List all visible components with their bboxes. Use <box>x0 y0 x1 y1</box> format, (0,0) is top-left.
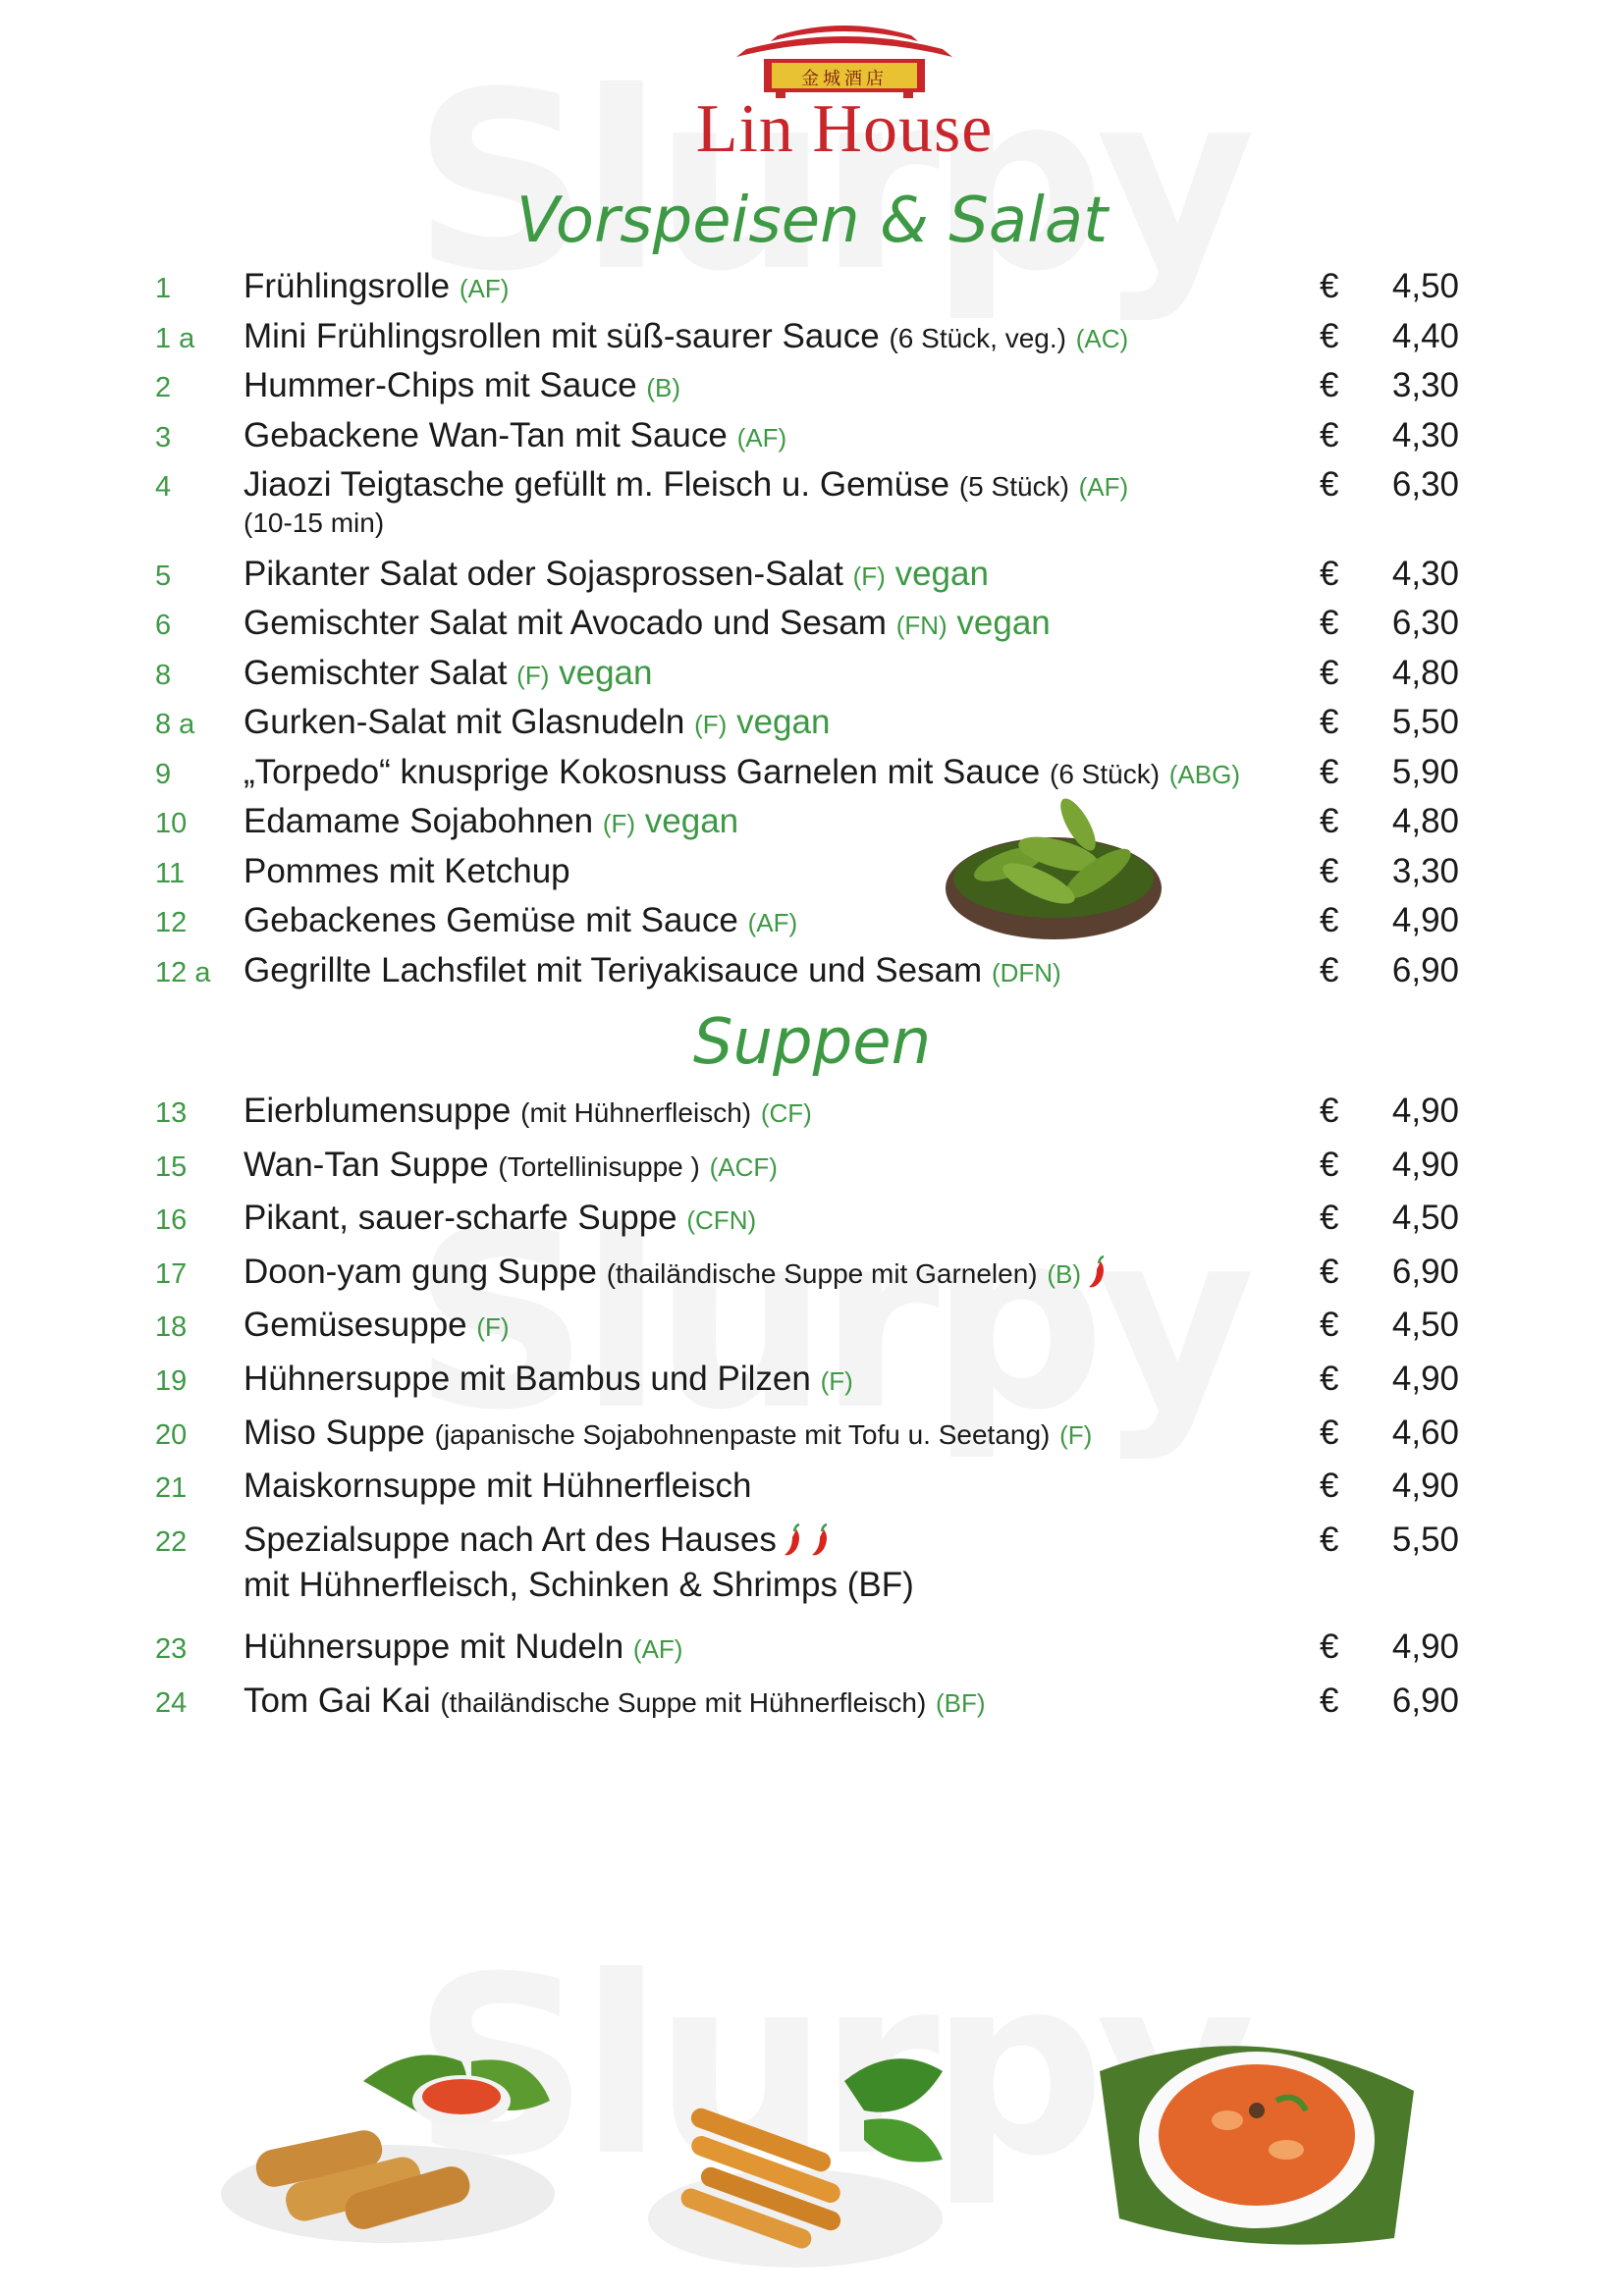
allergen-code: (AF) <box>736 422 787 453</box>
item-name <box>244 802 738 841</box>
item-name <box>244 317 1128 356</box>
vegan-label: vegan <box>956 604 1051 642</box>
item-name <box>244 1199 756 1238</box>
item-note: (mit Hühnerfleisch) <box>520 1097 752 1128</box>
item-title: Gurken-Salat mit Glasnudeln <box>244 703 685 741</box>
allergen-code: (F) <box>852 561 886 591</box>
currency-symbol: € <box>1320 1467 1339 1506</box>
item-number: 8 <box>155 659 172 691</box>
item-price: 3,30 <box>1391 366 1459 404</box>
currency-symbol: € <box>1320 1306 1339 1345</box>
item-title: „Torpedo“ knusprige Kokosnuss Garnelen mit Sauce <box>244 752 1041 791</box>
menu-row <box>0 362 1624 411</box>
menu-row <box>0 1517 1624 1566</box>
item-price: 5,90 <box>1391 752 1459 791</box>
item-number: 20 <box>155 1418 188 1451</box>
item-number: 17 <box>155 1257 188 1290</box>
section-title-soups: Suppen <box>692 1006 932 1079</box>
currency-symbol: € <box>1320 1199 1339 1238</box>
menu-row <box>0 897 1624 946</box>
allergen-code: (CFN) <box>686 1205 757 1236</box>
item-price: 6,90 <box>1391 1681 1459 1720</box>
logo-brand-name: Lin House <box>695 91 994 167</box>
item-title: Wan-Tan Suppe <box>244 1145 489 1184</box>
item-price: 4,40 <box>1391 316 1459 355</box>
item-number: 1 <box>155 273 172 304</box>
item-name <box>244 1414 1092 1453</box>
item-number: 12 a <box>155 956 211 988</box>
menu-row <box>0 650 1624 699</box>
allergen-code: (BF) <box>936 1687 986 1718</box>
item-title: Pommes mit Ketchup <box>244 851 570 890</box>
item-subline <box>244 1566 914 1605</box>
menu-row <box>0 1410 1624 1459</box>
currency-symbol: € <box>1320 604 1339 642</box>
item-number: 13 <box>155 1097 188 1129</box>
item-note: (Tortellinisuppe ) <box>498 1150 700 1182</box>
menu-row <box>0 551 1624 600</box>
item-note: (5 Stück) <box>958 471 1069 502</box>
item-title: Hühnersuppe mit Bambus und Pilzen <box>244 1360 811 1398</box>
tom-yam-soup-photo <box>1100 2012 1414 2258</box>
menu-row <box>0 1088 1624 1137</box>
item-title: Miso Suppe <box>244 1413 425 1452</box>
item-title: Gemischter Salat mit Avocado und Sesam <box>244 604 887 642</box>
currency-symbol: € <box>1320 851 1339 890</box>
item-number: 11 <box>155 857 186 889</box>
chili-pepper-icon <box>783 1523 804 1559</box>
item-title: Jiaozi Teigtasche gefüllt m. Fleisch u. Gemüse <box>244 465 950 504</box>
currency-symbol: € <box>1320 653 1339 692</box>
item-name <box>244 1360 853 1399</box>
menu-row <box>0 263 1624 312</box>
item-price: 4,50 <box>1391 1199 1459 1238</box>
item-name <box>244 1682 986 1721</box>
item-price: 4,50 <box>1391 1306 1459 1345</box>
menu-row <box>0 699 1624 748</box>
currency-symbol: € <box>1320 1520 1339 1559</box>
item-price: 3,30 <box>1391 851 1459 890</box>
item-name <box>244 654 652 693</box>
menu-row <box>0 1463 1624 1512</box>
currency-symbol: € <box>1320 465 1339 504</box>
currency-symbol: € <box>1320 950 1339 989</box>
item-number: 5 <box>155 560 172 592</box>
spring-rolls-photo <box>216 2022 560 2248</box>
item-title: Eierblumensuppe <box>244 1092 512 1130</box>
item-name <box>244 604 1051 643</box>
allergen-code: (F) <box>1059 1419 1093 1450</box>
item-price: 4,30 <box>1391 554 1459 593</box>
item-price: 4,90 <box>1391 1628 1459 1666</box>
allergen-code: (CF) <box>760 1098 812 1128</box>
currency-symbol: € <box>1320 1413 1339 1452</box>
item-name <box>244 465 1128 505</box>
item-price: 4,30 <box>1391 415 1459 454</box>
currency-symbol: € <box>1320 1145 1339 1184</box>
menu-row <box>0 1356 1624 1405</box>
item-title: Spezialsuppe nach Art des Hauses <box>244 1520 777 1559</box>
item-title: Gegrillte Lachsfilet mit Teriyakisauce und Sesam <box>244 950 983 989</box>
menu-row <box>0 600 1624 649</box>
currency-symbol: € <box>1320 415 1339 454</box>
item-name <box>244 555 989 594</box>
item-price: 4,90 <box>1391 1145 1459 1184</box>
menu-row <box>0 1142 1624 1191</box>
logo-sign-text: 金城酒店 <box>801 69 888 89</box>
item-number: 21 <box>155 1472 188 1505</box>
item-price: 4,90 <box>1391 1092 1459 1130</box>
item-name <box>244 1253 1109 1292</box>
vegan-label: vegan <box>894 554 989 593</box>
edamame-bowl-photo <box>941 785 1166 942</box>
allergen-code: (B) <box>1047 1258 1082 1289</box>
item-number: 9 <box>155 758 172 790</box>
lin-house-logo <box>677 20 1011 167</box>
item-name <box>244 1146 778 1185</box>
menu-row <box>0 1678 1624 1727</box>
item-note: (thailändische Suppe mit Hühnerfleisch) <box>440 1686 927 1718</box>
item-number: 16 <box>155 1204 188 1237</box>
vegan-label: vegan <box>644 802 739 840</box>
item-title: Tom Gai Kai <box>244 1681 431 1720</box>
item-number: 6 <box>155 610 172 641</box>
menu-row <box>0 1249 1624 1298</box>
item-title: Edamame Sojabohnen <box>244 802 594 840</box>
menu-row <box>0 848 1624 897</box>
item-price: 6,30 <box>1391 465 1459 504</box>
allergen-code: (AC) <box>1075 323 1129 353</box>
item-title: Pikanter Salat oder Sojasprossen-Salat <box>244 554 843 593</box>
item-number: 19 <box>155 1365 188 1397</box>
allergen-code: (ACF) <box>709 1151 778 1182</box>
item-name <box>244 366 680 405</box>
item-price: 6,30 <box>1391 604 1459 642</box>
item-note: (6 Stück) <box>1050 758 1161 789</box>
allergen-code: (BF) <box>846 1566 914 1605</box>
section-title-starters: Vorspeisen & Salat <box>515 185 1109 257</box>
currency-symbol: € <box>1320 1681 1339 1720</box>
currency-symbol: € <box>1320 1628 1339 1666</box>
item-price: 6,90 <box>1391 1252 1459 1291</box>
item-title: Gebackenes Gemüse mit Sauce <box>244 901 738 939</box>
item-number: 24 <box>155 1686 188 1719</box>
item-title: Pikant, sauer-scharfe Suppe <box>244 1199 677 1238</box>
item-price: 5,50 <box>1391 703 1459 741</box>
currency-symbol: € <box>1320 802 1339 840</box>
menu-row <box>0 947 1624 996</box>
vegan-label: vegan <box>736 703 831 741</box>
item-subline <box>244 507 384 539</box>
allergen-code: (F) <box>476 1312 510 1343</box>
menu-row <box>0 1195 1624 1244</box>
allergen-code: (F) <box>820 1366 853 1396</box>
item-title: Gemischter Salat <box>244 653 508 692</box>
item-price: 6,90 <box>1391 950 1459 989</box>
item-note: (6 Stück, veg.) <box>889 322 1066 353</box>
menu-row <box>0 313 1624 362</box>
item-name <box>244 416 786 455</box>
currency-symbol: € <box>1320 316 1339 355</box>
currency-symbol: € <box>1320 554 1339 593</box>
item-title: Hühnersuppe mit Nudeln <box>244 1628 624 1666</box>
item-number: 23 <box>155 1633 188 1665</box>
item-title: Frühlingsrolle <box>244 267 451 305</box>
item-price: 4,60 <box>1391 1413 1459 1452</box>
item-note: (thailändische Suppe mit Garnelen) <box>606 1257 1038 1289</box>
allergen-code: (AF) <box>747 908 798 937</box>
item-name <box>244 267 509 306</box>
item-title: Mini Frühlingsrollen mit süß-saurer Sauce <box>244 316 880 355</box>
item-note: (japanische Sojabohnenpaste mit Tofu u. Seetang) <box>434 1418 1051 1450</box>
item-number: 4 <box>155 471 172 503</box>
allergen-code: (F) <box>516 660 550 690</box>
item-number: 2 <box>155 372 172 403</box>
item-number: 15 <box>155 1150 188 1183</box>
item-price: 4,50 <box>1391 267 1459 305</box>
allergen-code: (B) <box>646 373 681 402</box>
item-number: 18 <box>155 1311 188 1344</box>
item-price: 4,80 <box>1391 802 1459 840</box>
item-name <box>244 1306 510 1345</box>
currency-symbol: € <box>1320 1252 1339 1291</box>
allergen-code: (AF) <box>632 1634 683 1664</box>
item-price: 4,90 <box>1391 901 1459 939</box>
item-title: Doon-yam gung Suppe <box>244 1252 597 1291</box>
item-title: Gebackene Wan-Tan mit Sauce <box>244 415 728 454</box>
item-number: 3 <box>155 421 172 454</box>
item-title: Maiskornsuppe mit Hühnerfleisch <box>244 1467 752 1506</box>
currency-symbol: € <box>1320 752 1339 791</box>
item-name <box>244 1467 751 1506</box>
allergen-code: (AF) <box>459 274 510 303</box>
item-name <box>244 951 1061 990</box>
item-price: 5,50 <box>1391 1520 1459 1559</box>
chili-pepper-icon <box>1087 1255 1109 1291</box>
allergen-code: (F) <box>694 710 728 739</box>
allergen-code: (F) <box>602 809 636 838</box>
item-price: 4,90 <box>1391 1360 1459 1398</box>
item-number: 12 <box>155 907 188 938</box>
item-name <box>244 1521 832 1560</box>
menu-row <box>0 1302 1624 1351</box>
allergen-code: (FN) <box>895 611 947 640</box>
menu-row <box>0 461 1624 510</box>
item-name <box>244 1092 812 1131</box>
item-name <box>244 1628 682 1667</box>
allergen-code: (ABG) <box>1168 759 1240 789</box>
item-price: 4,80 <box>1391 653 1459 692</box>
item-name <box>244 703 830 742</box>
item-name <box>244 901 797 940</box>
item-price: 4,90 <box>1391 1467 1459 1506</box>
menu-row <box>0 412 1624 461</box>
item-number: 22 <box>155 1525 188 1558</box>
chili-pepper-icon <box>810 1523 832 1559</box>
item-number: 10 <box>155 808 188 839</box>
currency-symbol: € <box>1320 366 1339 404</box>
item-title: Gemüsesuppe <box>244 1306 467 1345</box>
currency-symbol: € <box>1320 267 1339 305</box>
currency-symbol: € <box>1320 703 1339 741</box>
vegan-label: vegan <box>559 653 653 692</box>
currency-symbol: € <box>1320 1360 1339 1398</box>
currency-symbol: € <box>1320 1092 1339 1130</box>
fried-shrimp-photo <box>648 2042 962 2277</box>
menu-row <box>0 749 1624 798</box>
item-number: 8 a <box>155 709 195 740</box>
item-number: 1 a <box>155 322 195 354</box>
item-subline-text: mit Hühnerfleisch, Schinken & Shrimps <box>244 1566 838 1605</box>
item-title: Hummer-Chips mit Sauce <box>244 366 637 404</box>
menu-row <box>0 1624 1624 1673</box>
item-subline-text: (10-15 min) <box>244 507 385 538</box>
allergen-code: (DFN) <box>991 957 1061 988</box>
item-name <box>244 852 570 891</box>
allergen-code: (AF) <box>1078 472 1129 502</box>
menu-row <box>0 798 1624 847</box>
currency-symbol: € <box>1320 901 1339 939</box>
